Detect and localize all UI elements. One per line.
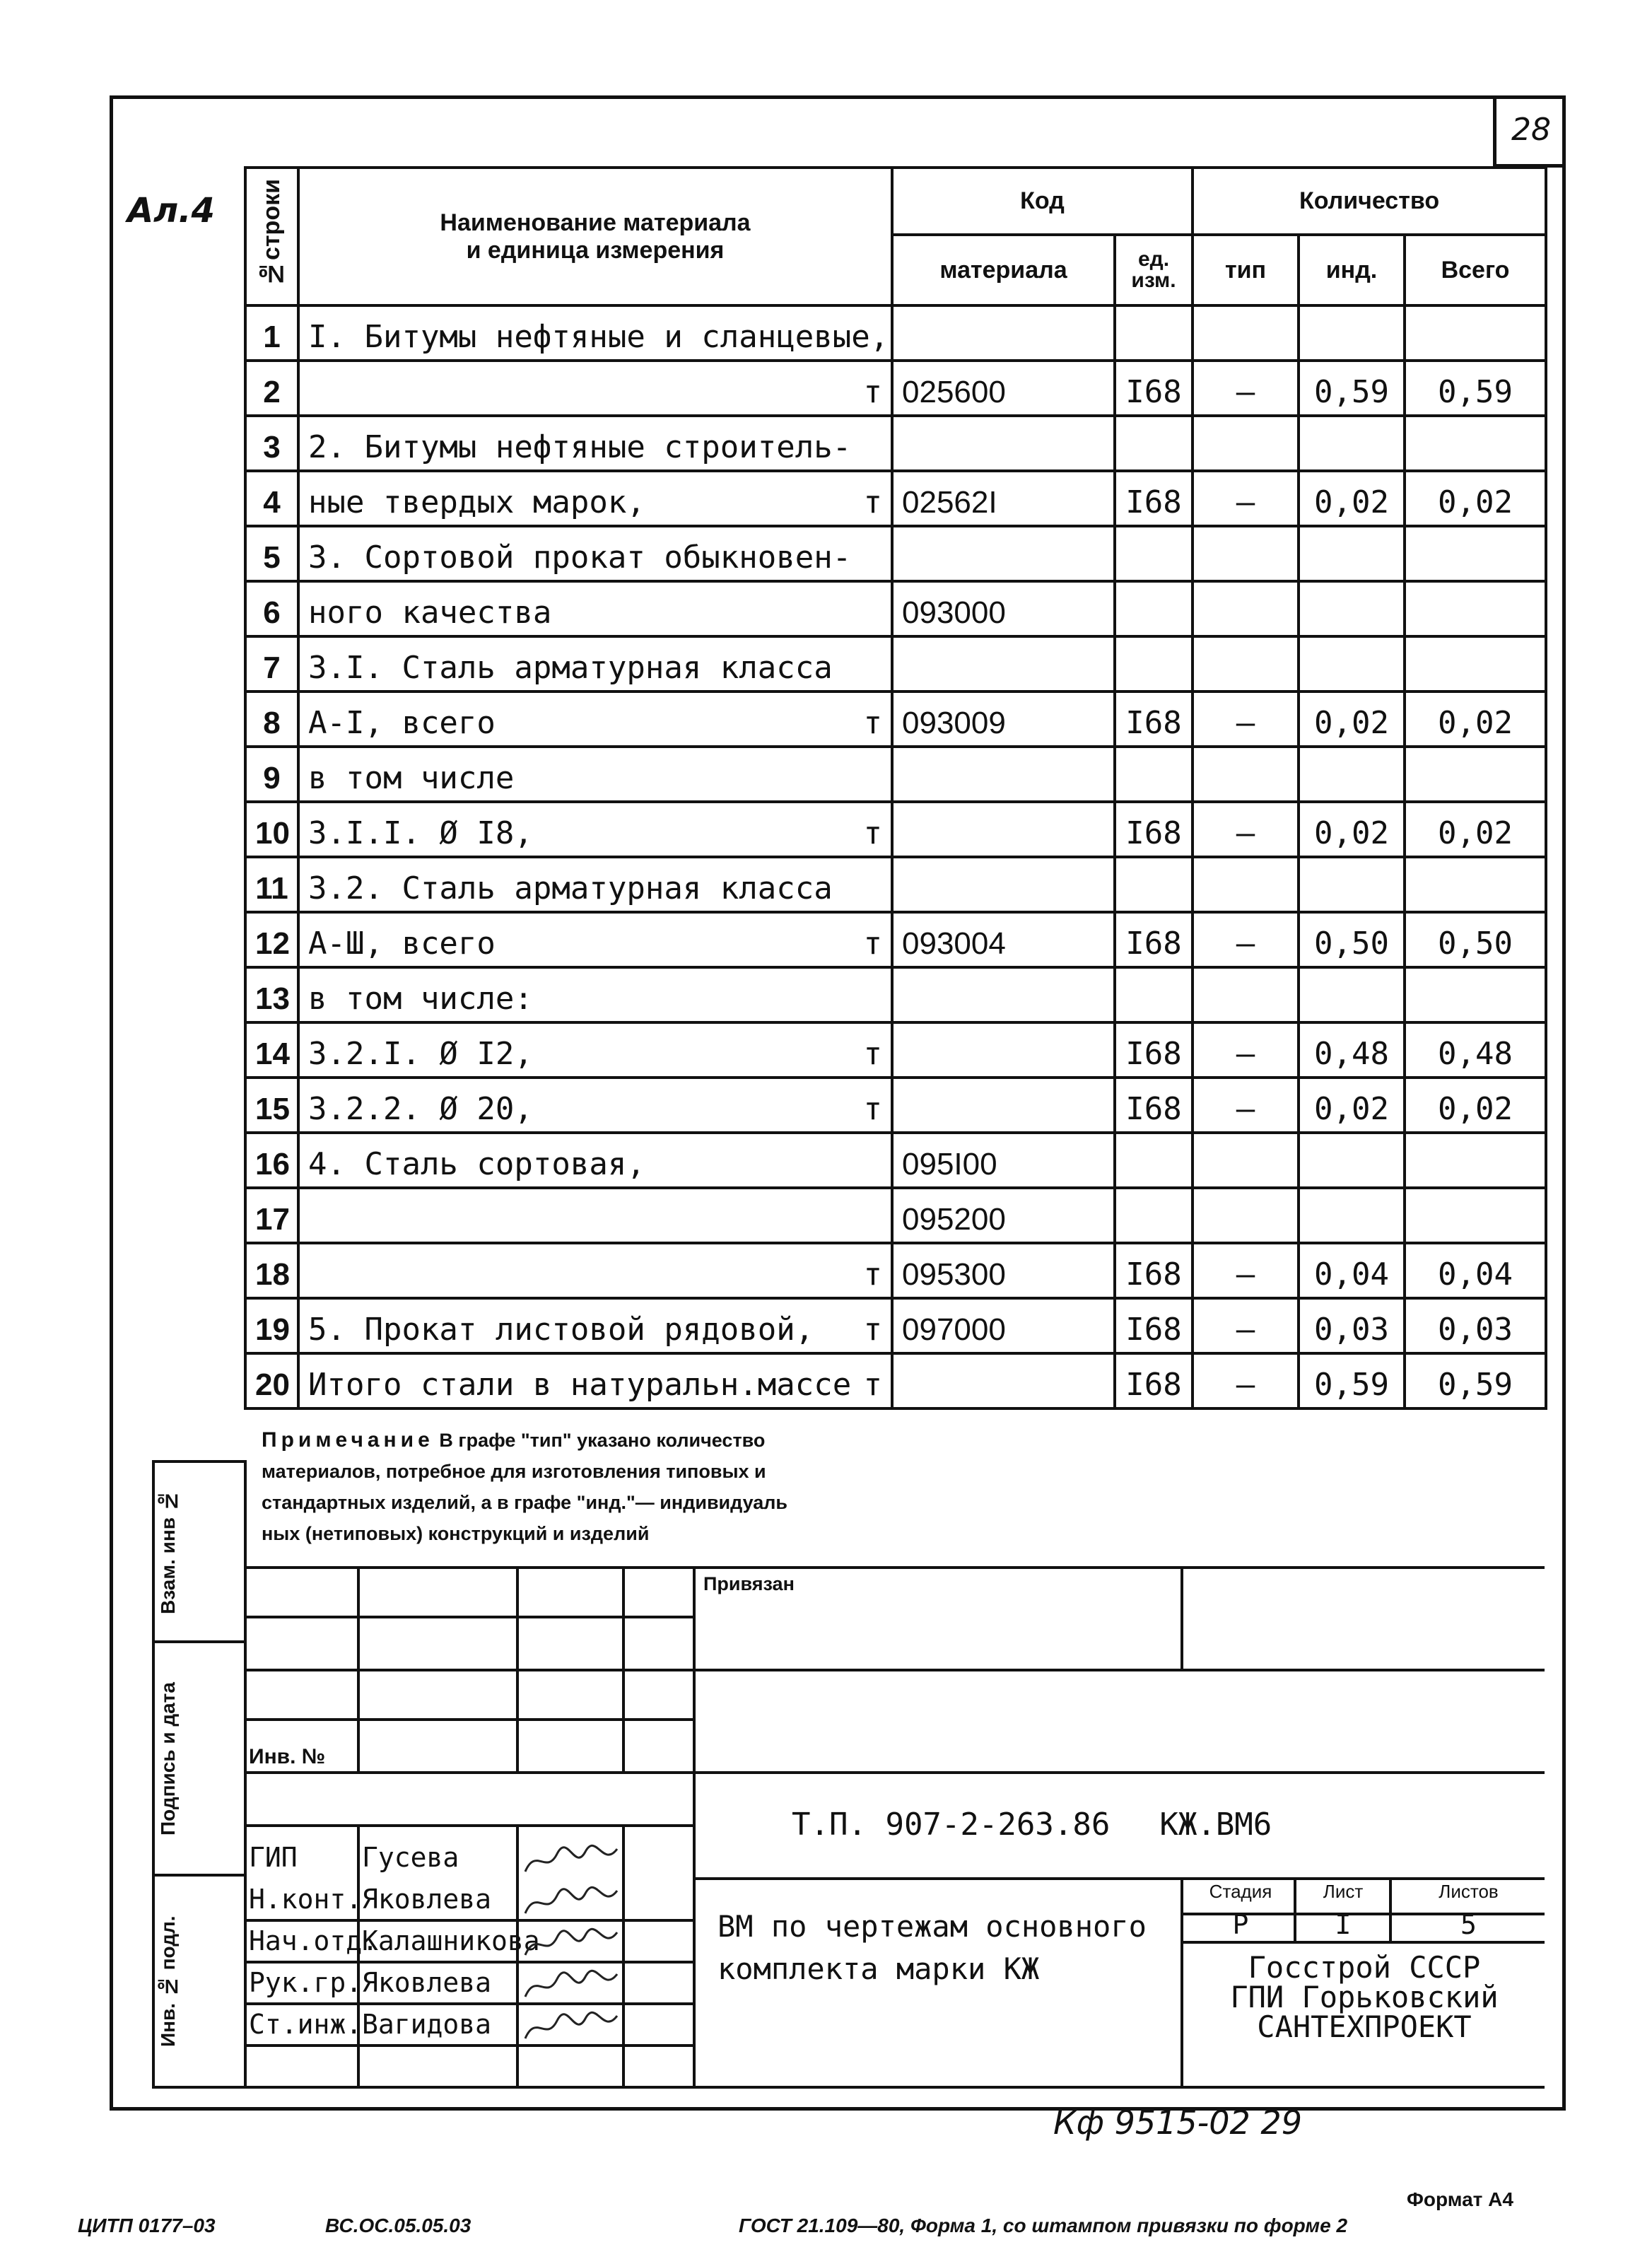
- unit-code: I68: [1115, 912, 1193, 967]
- stamp-grid-line: [244, 1961, 693, 1964]
- qty-type: –: [1193, 912, 1299, 967]
- stage-label: Стадия: [1209, 1881, 1272, 1902]
- row-number: 17: [245, 1188, 298, 1243]
- material-code: 025600: [892, 361, 1115, 416]
- row-number: 10: [245, 802, 298, 857]
- table-row: [245, 692, 1546, 747]
- doc-code: Т.П. 907-2-263.86 КЖ.ВМ6: [792, 1807, 1272, 1843]
- unit-code: [1115, 1188, 1193, 1243]
- stamp-grid-line: [244, 2044, 693, 2047]
- table-row: [245, 526, 1546, 581]
- note-line-4: ных (нетиповых) конструкций и изделий: [262, 1523, 650, 1544]
- qty-group-header: Количество: [1193, 168, 1546, 235]
- note: [262, 1425, 968, 1549]
- row-number: 9: [245, 747, 298, 802]
- qty-ind: [1299, 857, 1405, 912]
- table-row: [245, 1078, 1546, 1133]
- row-number: 11: [245, 857, 298, 912]
- unit-code: [1115, 636, 1193, 692]
- side-strip-line: [152, 1460, 155, 2086]
- material-name: 2. Битумы нефтяные строитель-: [298, 416, 892, 471]
- material-name: в том числе: [298, 747, 892, 802]
- table-row: [245, 1188, 1546, 1243]
- unit-code: I68: [1115, 802, 1193, 857]
- qty-total: [1405, 747, 1546, 802]
- material-name: 3. Сортовой прокат обыкновен-: [298, 526, 892, 581]
- material-code: [892, 802, 1115, 857]
- material-unit: т: [863, 815, 882, 851]
- table-row: [245, 1243, 1546, 1298]
- qty-type: –: [1193, 1298, 1299, 1353]
- row-number-header: №строки: [245, 168, 298, 305]
- qty-total: [1405, 581, 1546, 636]
- table-row: [245, 747, 1546, 802]
- organization: Госстрой СССР ГПИ Горьковский САНТЕХПРОЕКТ: [1230, 1950, 1499, 2044]
- signature-mark: [522, 1885, 621, 1920]
- signer-role: Рук.гр.: [249, 1967, 363, 1998]
- qty-ind: [1299, 967, 1405, 1022]
- doc-title-line-1: ВМ по чертежам основного: [717, 1909, 1147, 1944]
- material-name: ного качества: [298, 581, 892, 636]
- signer-name: Яковлева: [362, 1967, 492, 1998]
- material-unit: т: [863, 926, 882, 962]
- qty-total: [1405, 1133, 1546, 1188]
- unit-code: [1115, 526, 1193, 581]
- unit-code: I68: [1115, 1078, 1193, 1133]
- stamp-grid-line: [244, 1616, 693, 1618]
- material-code: 02562I: [892, 471, 1115, 526]
- qty-total: 0,02: [1405, 802, 1546, 857]
- material-name: 3.2. Сталь арматурная класса: [298, 857, 892, 912]
- code-unit-header: ед. изм.: [1115, 235, 1193, 305]
- signature-mark: [522, 1927, 621, 1962]
- qty-ind: 0,59: [1299, 361, 1405, 416]
- table-row: [245, 471, 1546, 526]
- qty-total: [1405, 305, 1546, 361]
- row-number: 12: [245, 912, 298, 967]
- material-code: [892, 636, 1115, 692]
- materials-table: [244, 166, 1547, 1410]
- qty-type: –: [1193, 361, 1299, 416]
- sheet-value: I: [1335, 1909, 1352, 1940]
- name-header: Наименование материала и единица измерения: [298, 168, 892, 305]
- qty-ind: [1299, 305, 1405, 361]
- qty-total: 0,03: [1405, 1298, 1546, 1353]
- qty-ind: 0,48: [1299, 1022, 1405, 1078]
- material-code: [892, 967, 1115, 1022]
- material-name: I. Битумы нефтяные и сланцевые,: [298, 305, 892, 361]
- qty-total: 0,02: [1405, 471, 1546, 526]
- material-name: [298, 1188, 892, 1243]
- qty-total: 0,04: [1405, 1243, 1546, 1298]
- qty-type: [1193, 581, 1299, 636]
- side-label-podpis: Подпись и дата: [157, 1682, 179, 1836]
- material-name: 3.2.I. Ø I2, т: [298, 1022, 892, 1078]
- unit-code: [1115, 967, 1193, 1022]
- code-group-header: Код: [892, 168, 1193, 235]
- material-code: [892, 1022, 1115, 1078]
- qty-ind-header: инд.: [1299, 235, 1405, 305]
- table-row: [245, 581, 1546, 636]
- material-unit: т: [863, 1312, 882, 1348]
- material-code: 095200: [892, 1188, 1115, 1243]
- qty-ind: [1299, 747, 1405, 802]
- table-row: [245, 1298, 1546, 1353]
- row-number: 19: [245, 1298, 298, 1353]
- material-unit: т: [863, 374, 882, 410]
- signer-name: Гусева: [362, 1842, 459, 1873]
- qty-type: –: [1193, 1353, 1299, 1408]
- privyazan-label: Привязан: [703, 1573, 795, 1594]
- qty-total: 0,50: [1405, 912, 1546, 967]
- qty-total: 0,02: [1405, 692, 1546, 747]
- table-row: [245, 802, 1546, 857]
- qty-type: [1193, 1133, 1299, 1188]
- doc-title-line-2: комплекта марки КЖ: [717, 1951, 1040, 1986]
- material-code: 093009: [892, 692, 1115, 747]
- row-number: 3: [245, 416, 298, 471]
- qty-type: –: [1193, 802, 1299, 857]
- table-row: [245, 967, 1546, 1022]
- unit-code: I68: [1115, 1243, 1193, 1298]
- signer-role: Нач.отд.: [249, 1925, 379, 1956]
- signer-name: Вагидова: [362, 2009, 492, 2040]
- qty-ind: 0,02: [1299, 692, 1405, 747]
- material-code: [892, 416, 1115, 471]
- qty-total: [1405, 1188, 1546, 1243]
- qty-ind: 0,02: [1299, 802, 1405, 857]
- table-row: [245, 361, 1546, 416]
- note-line-3: стандартных изделий, а в графе "инд."— индивидуаль: [262, 1492, 788, 1513]
- qty-ind: 0,02: [1299, 1078, 1405, 1133]
- row-number: 16: [245, 1133, 298, 1188]
- unit-code: I68: [1115, 692, 1193, 747]
- qty-type: [1193, 305, 1299, 361]
- material-code: 095I00: [892, 1133, 1115, 1188]
- material-code: 093004: [892, 912, 1115, 967]
- material-code: 093000: [892, 581, 1115, 636]
- material-code: 095300: [892, 1243, 1115, 1298]
- qty-ind: 0,03: [1299, 1298, 1405, 1353]
- material-unit: т: [863, 1367, 882, 1403]
- material-name: 3.2.2. Ø 20, т: [298, 1078, 892, 1133]
- format-label: Формат А4: [1407, 2188, 1513, 2210]
- material-name: 3.I.I. Ø I8, т: [298, 802, 892, 857]
- row-number: 15: [245, 1078, 298, 1133]
- note-line-1: В графе "тип" указано количество: [439, 1430, 766, 1451]
- sheets-label: Листов: [1439, 1881, 1499, 1902]
- material-code: [892, 747, 1115, 802]
- qty-total: 0,48: [1405, 1022, 1546, 1078]
- unit-code: I68: [1115, 471, 1193, 526]
- footer-left-2: ВС.ОС.05.05.03: [325, 2215, 471, 2236]
- note-title: Примечание: [262, 1428, 434, 1452]
- qty-type: –: [1193, 1078, 1299, 1133]
- material-unit: т: [863, 1091, 882, 1127]
- stamp-grid-line: [244, 2002, 693, 2005]
- table-row: [245, 912, 1546, 967]
- table-row: [245, 857, 1546, 912]
- signer-role: Ст.инж.: [249, 2009, 363, 2040]
- row-number: 8: [245, 692, 298, 747]
- qty-type: [1193, 526, 1299, 581]
- qty-ind: 0,59: [1299, 1353, 1405, 1408]
- qty-total: [1405, 526, 1546, 581]
- stamp-grid-line: [244, 1919, 693, 1922]
- sheets-value: 5: [1460, 1909, 1477, 1940]
- unit-code: [1115, 416, 1193, 471]
- material-name: [298, 361, 892, 416]
- material-name: 4. Сталь сортовая,: [298, 1133, 892, 1188]
- qty-total: 0,59: [1405, 361, 1546, 416]
- side-label-inv-podl: Инв. № подл.: [157, 1915, 179, 2048]
- material-name: 3.I. Сталь арматурная класса: [298, 636, 892, 692]
- qty-type: [1193, 636, 1299, 692]
- material-code: [892, 1078, 1115, 1133]
- page-number: 28: [1493, 95, 1566, 168]
- material-unit: т: [863, 1256, 882, 1293]
- archive-number: Кф 9515-02 29: [1053, 2103, 1302, 2142]
- material-code: [892, 305, 1115, 361]
- qty-ind: [1299, 416, 1405, 471]
- qty-type: [1193, 967, 1299, 1022]
- qty-total: 0,59: [1405, 1353, 1546, 1408]
- row-number: 1: [245, 305, 298, 361]
- qty-type: [1193, 416, 1299, 471]
- material-name: Итого стали в натуральн.массе т: [298, 1353, 892, 1408]
- material-name: А-Ш, всего т: [298, 912, 892, 967]
- inv-no-label: Инв. №: [249, 1745, 326, 1768]
- stage-value: Р: [1232, 1909, 1249, 1940]
- qty-total: 0,02: [1405, 1078, 1546, 1133]
- material-name: ные твердых марок, т: [298, 471, 892, 526]
- signature-mark: [522, 2010, 621, 2046]
- qty-type: –: [1193, 692, 1299, 747]
- material-name: в том числе:: [298, 967, 892, 1022]
- qty-ind: 0,02: [1299, 471, 1405, 526]
- signer-role: ГИП: [249, 1842, 298, 1873]
- material-unit: т: [863, 484, 882, 520]
- table-row: [245, 1022, 1546, 1078]
- unit-code: [1115, 305, 1193, 361]
- row-number: 20: [245, 1353, 298, 1408]
- qty-total-header: Всего: [1405, 235, 1546, 305]
- row-number: 5: [245, 526, 298, 581]
- unit-code: [1115, 747, 1193, 802]
- material-unit: т: [863, 1036, 882, 1072]
- material-code: 097000: [892, 1298, 1115, 1353]
- material-code: [892, 1353, 1115, 1408]
- footer-right: ГОСТ 21.109—80, Форма 1, со штампом привязки по форме 2: [739, 2215, 1348, 2236]
- code-material-header: материала: [892, 235, 1115, 305]
- signer-role: Н.конт.: [249, 1884, 363, 1915]
- qty-total: [1405, 857, 1546, 912]
- stamp-grid-line: [244, 1824, 693, 1827]
- qty-type-header: тип: [1193, 235, 1299, 305]
- qty-type: [1193, 1188, 1299, 1243]
- sheet-label: Лист: [1323, 1881, 1364, 1902]
- row-number: 13: [245, 967, 298, 1022]
- qty-ind: 0,04: [1299, 1243, 1405, 1298]
- signer-name: Яковлева: [362, 1884, 492, 1915]
- table-row: [245, 416, 1546, 471]
- material-code: [892, 526, 1115, 581]
- signature-mark: [522, 1843, 621, 1879]
- unit-code: I68: [1115, 1298, 1193, 1353]
- qty-type: –: [1193, 1243, 1299, 1298]
- stamp-grid-line: [244, 1718, 693, 1721]
- unit-code: [1115, 581, 1193, 636]
- row-number: 7: [245, 636, 298, 692]
- row-number: 18: [245, 1243, 298, 1298]
- qty-ind: [1299, 636, 1405, 692]
- qty-ind: 0,50: [1299, 912, 1405, 967]
- qty-type: [1193, 857, 1299, 912]
- signer-name: Калашникова: [362, 1925, 540, 1956]
- unit-code: I68: [1115, 361, 1193, 416]
- footer-left-1: ЦИТП 0177–03: [78, 2215, 216, 2236]
- row-number: 6: [245, 581, 298, 636]
- row-number: 4: [245, 471, 298, 526]
- table-row: [245, 1353, 1546, 1408]
- table-row: [245, 636, 1546, 692]
- table-row: [245, 305, 1546, 361]
- qty-type: [1193, 747, 1299, 802]
- qty-ind: [1299, 1188, 1405, 1243]
- material-name: 5. Прокат листовой рядовой, т: [298, 1298, 892, 1353]
- signature-mark: [522, 1968, 621, 2004]
- qty-ind: [1299, 526, 1405, 581]
- qty-ind: [1299, 1133, 1405, 1188]
- material-name: [298, 1243, 892, 1298]
- qty-type: –: [1193, 471, 1299, 526]
- qty-total: [1405, 636, 1546, 692]
- material-name: А-I, всего т: [298, 692, 892, 747]
- qty-ind: [1299, 581, 1405, 636]
- unit-code: I68: [1115, 1022, 1193, 1078]
- corner-label: Ал.4: [127, 191, 215, 231]
- qty-total: [1405, 416, 1546, 471]
- table-row: [245, 1133, 1546, 1188]
- unit-code: [1115, 1133, 1193, 1188]
- unit-code: I68: [1115, 1353, 1193, 1408]
- qty-type: –: [1193, 1022, 1299, 1078]
- qty-total: [1405, 967, 1546, 1022]
- material-unit: т: [863, 705, 882, 741]
- row-number: 14: [245, 1022, 298, 1078]
- material-code: [892, 857, 1115, 912]
- row-number: 2: [245, 361, 298, 416]
- note-line-2: материалов, потребное для изготовления типовых и: [262, 1461, 766, 1482]
- side-label-vzam: Взам. инв №: [157, 1490, 179, 1614]
- unit-code: [1115, 857, 1193, 912]
